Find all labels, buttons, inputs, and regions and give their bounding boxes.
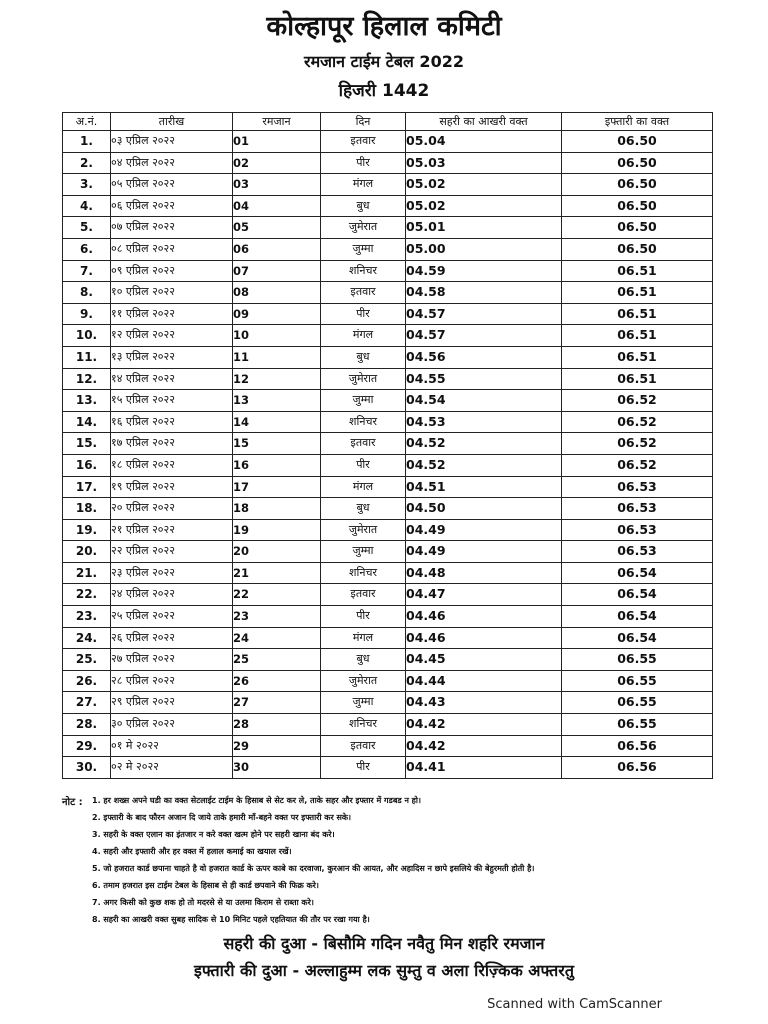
- weekday-cell: बुध: [321, 498, 406, 520]
- sehri-dua: सहरी की दुआ - बिसौमि गदिन नवैतु मिन शहरि रमजान: [223, 934, 545, 953]
- serial-cell: 21.: [63, 562, 111, 584]
- sehri-time-cell: 04.42: [406, 714, 562, 736]
- ramzan-day-cell: 26: [233, 670, 321, 692]
- sehri-time-cell: 04.53: [406, 411, 562, 433]
- sehri-time-cell: 04.51: [406, 476, 562, 498]
- date-cell: ०१ मे २०२२: [111, 735, 233, 757]
- page-subtitle: रमजान टाईम टेबल 2022: [304, 52, 464, 71]
- sehri-time-cell: 04.52: [406, 454, 562, 476]
- table-row: [63, 735, 713, 757]
- serial-cell: 9.: [63, 303, 111, 325]
- ramzan-day-cell: 18: [233, 498, 321, 520]
- ramzan-day-cell: 12: [233, 368, 321, 390]
- table-row: [63, 411, 713, 433]
- hijri-year: हिजरी 1442: [338, 81, 430, 101]
- iftar-time-cell: 06.51: [562, 325, 713, 347]
- table-row: [63, 454, 713, 476]
- serial-cell: 5.: [63, 217, 111, 239]
- date-cell: ०४ एप्रिल २०२२: [111, 152, 233, 174]
- table-row: [63, 217, 713, 239]
- sehri-time-cell: 04.46: [406, 606, 562, 628]
- weekday-cell: पीर: [321, 757, 406, 779]
- serial-cell: 4.: [63, 195, 111, 217]
- sehri-time-cell: 04.59: [406, 260, 562, 282]
- iftar-time-cell: 06.53: [562, 541, 713, 563]
- ramzan-day-cell: 14: [233, 411, 321, 433]
- date-cell: ०२ मे २०२२: [111, 757, 233, 779]
- sehri-time-cell: 04.48: [406, 562, 562, 584]
- note-item: 6. तमाम हजरात इस टाईम टेबल के हिसाब से ही कार्ड छपवाने की फिक्र करे।: [92, 881, 319, 890]
- weekday-cell: इतवार: [321, 433, 406, 455]
- date-cell: २४ एप्रिल २०२२: [111, 584, 233, 606]
- date-cell: १२ एप्रिल २०२२: [111, 325, 233, 347]
- table-row: [63, 131, 713, 153]
- table-row: [63, 606, 713, 628]
- iftar-time-cell: 06.51: [562, 368, 713, 390]
- table-row: [63, 433, 713, 455]
- table-row: [63, 541, 713, 563]
- iftar-time-cell: 06.52: [562, 433, 713, 455]
- weekday-cell: पीर: [321, 303, 406, 325]
- weekday-cell: बुध: [321, 195, 406, 217]
- date-cell: २१ एप्रिल २०२२: [111, 519, 233, 541]
- ramzan-day-cell: 19: [233, 519, 321, 541]
- ramzan-day-cell: 27: [233, 692, 321, 714]
- iftar-time-cell: 06.50: [562, 152, 713, 174]
- serial-cell: 22.: [63, 584, 111, 606]
- date-cell: २२ एप्रिल २०२२: [111, 541, 233, 563]
- iftar-time-cell: 06.52: [562, 411, 713, 433]
- date-cell: २८ एप्रिल २०२२: [111, 670, 233, 692]
- serial-cell: 14.: [63, 411, 111, 433]
- note-item: 2. इफ्तारी के बाद फौरन अजान दि जाये ताके हमारी माँ-बहने वक्त पर इफ्तारी कर सके।: [92, 813, 352, 822]
- col-header-day: दिन: [321, 113, 406, 131]
- iftar-time-cell: 06.51: [562, 303, 713, 325]
- iftar-time-cell: 06.53: [562, 476, 713, 498]
- iftar-time-cell: 06.51: [562, 260, 713, 282]
- sehri-time-cell: 04.57: [406, 325, 562, 347]
- sehri-time-cell: 04.57: [406, 303, 562, 325]
- table-row: [63, 368, 713, 390]
- serial-cell: 25.: [63, 649, 111, 671]
- serial-cell: 20.: [63, 541, 111, 563]
- date-cell: २९ एप्रिल २०२२: [111, 692, 233, 714]
- sehri-time-cell: 05.02: [406, 195, 562, 217]
- date-cell: १३ एप्रिल २०२२: [111, 346, 233, 368]
- ramzan-day-cell: 08: [233, 282, 321, 304]
- iftar-time-cell: 06.53: [562, 519, 713, 541]
- table-row: [63, 498, 713, 520]
- date-cell: ०६ एप्रिल २०२२: [111, 195, 233, 217]
- sehri-time-cell: 04.55: [406, 368, 562, 390]
- serial-cell: 11.: [63, 346, 111, 368]
- weekday-cell: शनिचर: [321, 260, 406, 282]
- weekday-cell: पीर: [321, 152, 406, 174]
- weekday-cell: जुमेरात: [321, 670, 406, 692]
- serial-cell: 18.: [63, 498, 111, 520]
- serial-cell: 13.: [63, 390, 111, 412]
- ramzan-day-cell: 25: [233, 649, 321, 671]
- serial-cell: 19.: [63, 519, 111, 541]
- sehri-time-cell: 04.45: [406, 649, 562, 671]
- iftar-time-cell: 06.54: [562, 562, 713, 584]
- sehri-time-cell: 04.50: [406, 498, 562, 520]
- weekday-cell: बुध: [321, 649, 406, 671]
- serial-cell: 17.: [63, 476, 111, 498]
- date-cell: २६ एप्रिल २०२२: [111, 627, 233, 649]
- ramzan-day-cell: 15: [233, 433, 321, 455]
- ramzan-day-cell: 30: [233, 757, 321, 779]
- date-cell: ०३ एप्रिल २०२२: [111, 131, 233, 153]
- table-row: [63, 519, 713, 541]
- date-cell: १९ एप्रिल २०२२: [111, 476, 233, 498]
- table-row: [63, 325, 713, 347]
- note-item: 1. हर शख्स अपने घडी का वक्त सेटलाईट टाईम के हिसाब से सेट कर ले, ताके सहर और इफ्तार में गडबड न हो।: [92, 796, 422, 805]
- ramzan-day-cell: 09: [233, 303, 321, 325]
- serial-cell: 16.: [63, 454, 111, 476]
- date-cell: ०८ एप्रिल २०२२: [111, 238, 233, 260]
- serial-cell: 3.: [63, 174, 111, 196]
- table-row: [63, 584, 713, 606]
- iftar-time-cell: 06.50: [562, 131, 713, 153]
- iftar-time-cell: 06.54: [562, 606, 713, 628]
- date-cell: २३ एप्रिल २०२२: [111, 562, 233, 584]
- sehri-time-cell: 04.58: [406, 282, 562, 304]
- serial-cell: 10.: [63, 325, 111, 347]
- ramzan-day-cell: 20: [233, 541, 321, 563]
- serial-cell: 2.: [63, 152, 111, 174]
- iftar-time-cell: 06.52: [562, 390, 713, 412]
- date-cell: १५ एप्रिल २०२२: [111, 390, 233, 412]
- serial-cell: 23.: [63, 606, 111, 628]
- ramzan-day-cell: 02: [233, 152, 321, 174]
- note-item: 3. सहरी के वक्त एलान का इंतजार न करे वक्त खत्म होने पर सहरी खाना बंद करे।: [92, 830, 335, 839]
- serial-cell: 30.: [63, 757, 111, 779]
- ramzan-day-cell: 24: [233, 627, 321, 649]
- iftar-time-cell: 06.55: [562, 649, 713, 671]
- table-row: [63, 627, 713, 649]
- sehri-time-cell: 04.56: [406, 346, 562, 368]
- sehri-time-cell: 04.44: [406, 670, 562, 692]
- col-header-sehri: सहरी का आखरी वक्त: [406, 113, 562, 131]
- col-header-ramzan: रमजान: [233, 113, 321, 131]
- weekday-cell: जुमेरात: [321, 217, 406, 239]
- weekday-cell: शनिचर: [321, 714, 406, 736]
- table-row: [63, 692, 713, 714]
- iftar-time-cell: 06.56: [562, 757, 713, 779]
- serial-cell: 27.: [63, 692, 111, 714]
- date-cell: १६ एप्रिल २०२२: [111, 411, 233, 433]
- col-header-date: तारीख: [111, 113, 233, 131]
- weekday-cell: इतवार: [321, 282, 406, 304]
- notes-label: नोट :: [62, 797, 83, 808]
- sehri-time-cell: 04.43: [406, 692, 562, 714]
- sehri-time-cell: 04.47: [406, 584, 562, 606]
- sehri-time-cell: 05.00: [406, 238, 562, 260]
- table-row: [63, 346, 713, 368]
- iftar-time-cell: 06.55: [562, 670, 713, 692]
- table-row: [63, 390, 713, 412]
- serial-cell: 29.: [63, 735, 111, 757]
- ramzan-day-cell: 16: [233, 454, 321, 476]
- serial-cell: 7.: [63, 260, 111, 282]
- date-cell: ११ एप्रिल २०२२: [111, 303, 233, 325]
- table-row: [63, 670, 713, 692]
- table-row: [63, 714, 713, 736]
- sehri-time-cell: 04.52: [406, 433, 562, 455]
- ramzan-day-cell: 03: [233, 174, 321, 196]
- weekday-cell: पीर: [321, 606, 406, 628]
- date-cell: १८ एप्रिल २०२२: [111, 454, 233, 476]
- ramzan-day-cell: 29: [233, 735, 321, 757]
- table-row: [63, 282, 713, 304]
- serial-cell: 28.: [63, 714, 111, 736]
- ramzan-day-cell: 01: [233, 131, 321, 153]
- serial-cell: 15.: [63, 433, 111, 455]
- note-item: 5. जो हजरात कार्ड छपाना चाहते है वो हजरात कार्ड के ऊपर काबे का दरवाजा, कुरआन की आयत, और अहादिस न छापे इसलिये की बेहुरमती होती है।: [92, 864, 535, 873]
- iftar-time-cell: 06.55: [562, 714, 713, 736]
- date-cell: ०५ एप्रिल २०२२: [111, 174, 233, 196]
- iftar-time-cell: 06.50: [562, 174, 713, 196]
- date-cell: १० एप्रिल २०२२: [111, 282, 233, 304]
- col-header-serial: अ.नं.: [63, 113, 111, 131]
- ramzan-day-cell: 04: [233, 195, 321, 217]
- table-row: [63, 649, 713, 671]
- table-header-row: [63, 113, 713, 131]
- weekday-cell: जुम्मा: [321, 238, 406, 260]
- iftar-time-cell: 06.52: [562, 454, 713, 476]
- serial-cell: 1.: [63, 131, 111, 153]
- ramzan-day-cell: 07: [233, 260, 321, 282]
- table-row: [63, 174, 713, 196]
- date-cell: ०७ एप्रिल २०२२: [111, 217, 233, 239]
- date-cell: ०९ एप्रिल २०२२: [111, 260, 233, 282]
- ramzan-day-cell: 13: [233, 390, 321, 412]
- weekday-cell: मंगल: [321, 476, 406, 498]
- iftar-time-cell: 06.54: [562, 584, 713, 606]
- ramzan-day-cell: 23: [233, 606, 321, 628]
- sehri-time-cell: 04.46: [406, 627, 562, 649]
- sehri-time-cell: 05.03: [406, 152, 562, 174]
- ramzan-day-cell: 06: [233, 238, 321, 260]
- sehri-time-cell: 04.41: [406, 757, 562, 779]
- sehri-time-cell: 04.49: [406, 541, 562, 563]
- weekday-cell: जुमेरात: [321, 519, 406, 541]
- weekday-cell: पीर: [321, 454, 406, 476]
- sehri-time-cell: 04.49: [406, 519, 562, 541]
- serial-cell: 24.: [63, 627, 111, 649]
- iftar-time-cell: 06.51: [562, 346, 713, 368]
- weekday-cell: मंगल: [321, 325, 406, 347]
- sehri-time-cell: 05.04: [406, 131, 562, 153]
- table-body: [63, 131, 713, 779]
- sehri-time-cell: 05.01: [406, 217, 562, 239]
- iftar-time-cell: 06.51: [562, 282, 713, 304]
- note-item: 4. सहरी और इफ्तारी और हर वक्त में हलाल कमाई का खयाल रखें।: [92, 847, 292, 856]
- ramzan-day-cell: 28: [233, 714, 321, 736]
- iftar-time-cell: 06.54: [562, 627, 713, 649]
- weekday-cell: इतवार: [321, 131, 406, 153]
- date-cell: २५ एप्रिल २०२२: [111, 606, 233, 628]
- date-cell: २० एप्रिल २०२२: [111, 498, 233, 520]
- iftar-time-cell: 06.55: [562, 692, 713, 714]
- ramzan-day-cell: 05: [233, 217, 321, 239]
- ramzan-day-cell: 22: [233, 584, 321, 606]
- table-row: [63, 562, 713, 584]
- ramzan-day-cell: 21: [233, 562, 321, 584]
- weekday-cell: इतवार: [321, 584, 406, 606]
- serial-cell: 26.: [63, 670, 111, 692]
- weekday-cell: शनिचर: [321, 411, 406, 433]
- date-cell: २७ एप्रिल २०२२: [111, 649, 233, 671]
- serial-cell: 12.: [63, 368, 111, 390]
- weekday-cell: जुमेरात: [321, 368, 406, 390]
- weekday-cell: शनिचर: [321, 562, 406, 584]
- weekday-cell: मंगल: [321, 627, 406, 649]
- note-item: 7. अगर किसी को कुछ शक हो तो मदरसे से या उलमा किराम से राब्ता करे।: [92, 898, 314, 907]
- date-cell: १४ एप्रिल २०२२: [111, 368, 233, 390]
- weekday-cell: बुध: [321, 346, 406, 368]
- table-row: [63, 260, 713, 282]
- sehri-time-cell: 04.42: [406, 735, 562, 757]
- weekday-cell: मंगल: [321, 174, 406, 196]
- serial-cell: 6.: [63, 238, 111, 260]
- ramzan-day-cell: 10: [233, 325, 321, 347]
- page-title: कोल्हापूर हिलाल कमिटी: [266, 11, 502, 42]
- timetable: [62, 112, 713, 779]
- table-row: [63, 238, 713, 260]
- weekday-cell: जुम्मा: [321, 390, 406, 412]
- iftar-time-cell: 06.50: [562, 238, 713, 260]
- table-row: [63, 195, 713, 217]
- iftar-dua: इफ्तारी की दुआ - अल्लाहुम्म लक सुम्तु व अला रिज़्किक अफ्तरतु: [194, 961, 574, 980]
- table-row: [63, 476, 713, 498]
- note-item: 8. सहरी का आखरी वक्त सुबह सादिक से 10 मिनिट पहले एहतियात की तौर पर रखा गया है।: [92, 915, 370, 924]
- serial-cell: 8.: [63, 282, 111, 304]
- date-cell: ३० एप्रिल २०२२: [111, 714, 233, 736]
- weekday-cell: जुम्मा: [321, 541, 406, 563]
- ramzan-day-cell: 17: [233, 476, 321, 498]
- ramzan-day-cell: 11: [233, 346, 321, 368]
- iftar-time-cell: 06.50: [562, 195, 713, 217]
- weekday-cell: इतवार: [321, 735, 406, 757]
- iftar-time-cell: 06.56: [562, 735, 713, 757]
- iftar-time-cell: 06.53: [562, 498, 713, 520]
- sehri-time-cell: 04.54: [406, 390, 562, 412]
- table-row: [63, 303, 713, 325]
- scanner-watermark: Scanned with CamScanner: [487, 997, 662, 1012]
- sehri-time-cell: 05.02: [406, 174, 562, 196]
- table-row: [63, 152, 713, 174]
- date-cell: १७ एप्रिल २०२२: [111, 433, 233, 455]
- table-row: [63, 757, 713, 779]
- iftar-time-cell: 06.50: [562, 217, 713, 239]
- weekday-cell: जुम्मा: [321, 692, 406, 714]
- col-header-iftar: इफ्तारी का वक्त: [562, 113, 713, 131]
